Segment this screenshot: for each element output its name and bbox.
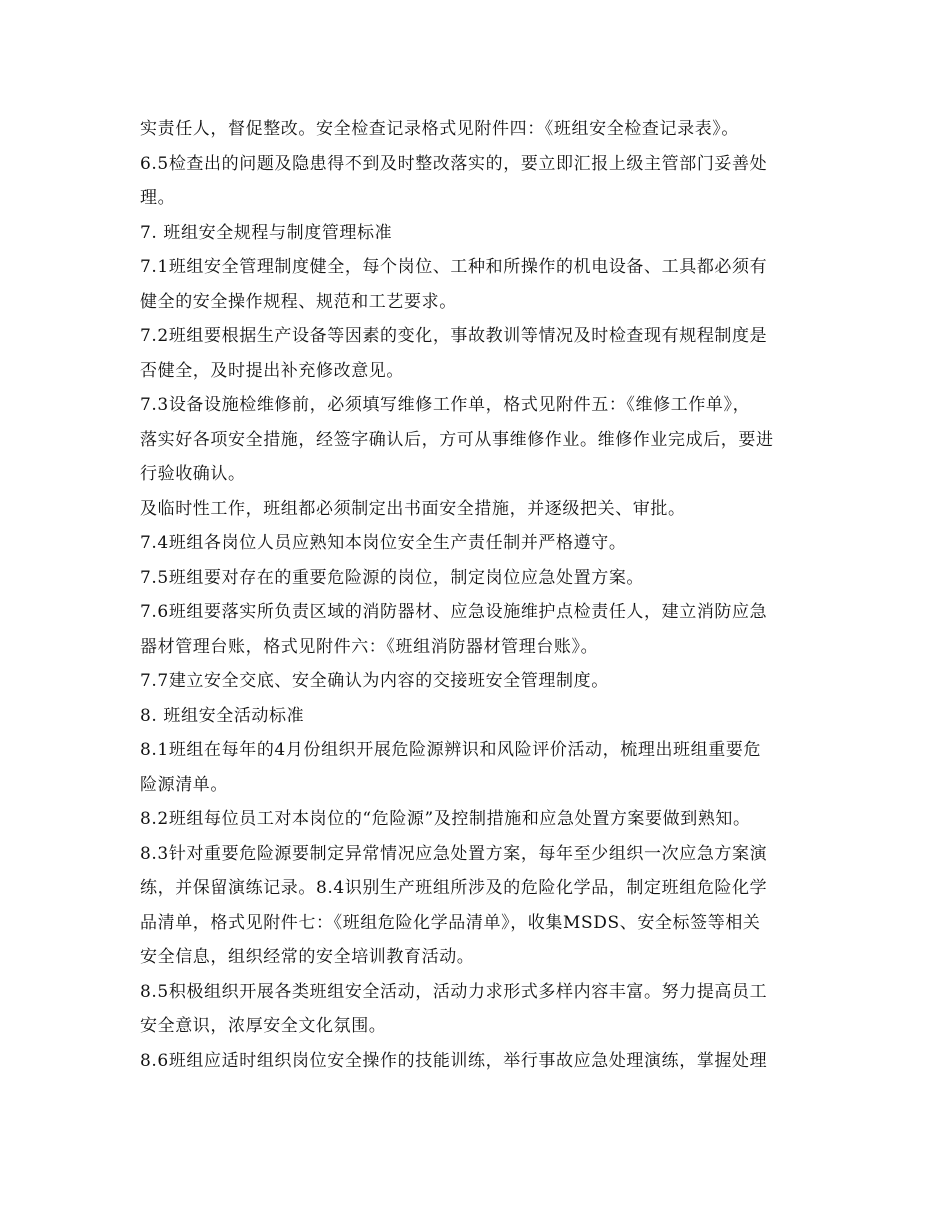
section-heading: 8. 班组安全活动标准 bbox=[140, 705, 305, 726]
text-line: 8.3针对重要危险源要制定异常情况应急处置方案，每年至少组织一次应急方案演 bbox=[140, 843, 768, 864]
text-line: 品清单，格式见附件七：《班组危险化学品清单》，收集MSDS、安全标签等相关 bbox=[140, 912, 761, 933]
text-line: 理。 bbox=[140, 188, 176, 208]
text-line: 8.6班组应适时组织岗位安全操作的技能训练，举行事故应急处理演练，掌握处理 bbox=[140, 1050, 768, 1071]
text-line: 实责任人，督促整改。安全检查记录格式见附件四：《班组安全检查记录表》。 bbox=[140, 119, 739, 139]
text-line: 7.1班组安全管理制度健全，每个岗位、工种和所操作的机电设备、工具都必须有 bbox=[140, 257, 768, 277]
text-line: 7.6班组要落实所负责区域的消防器材、应急设施维护点检责任人，建立消防应急 bbox=[140, 602, 768, 622]
text-line: 6.5检查出的问题及隐患得不到及时整改落实的，要立即汇报上级主管部门妥善处 bbox=[140, 153, 768, 174]
text-line: 8.2班组每位员工对本岗位的“危险源”及控制措施和应急处置方案要做到熟知。 bbox=[140, 809, 751, 829]
text-line: 安全信息，组织经常的安全培训教育活动。 bbox=[140, 947, 475, 967]
text-line: 7.7建立安全交底、安全确认为内容的交接班安全管理制度。 bbox=[140, 671, 609, 691]
text-line: 行验收确认。 bbox=[140, 464, 246, 484]
text-line: 7.5班组要对存在的重要危险源的岗位，制定岗位应急处置方案。 bbox=[140, 567, 645, 588]
text-line: 7.2班组要根据生产设备等因素的变化，事故教训等情况及时检查现有规程制度是 bbox=[140, 326, 768, 346]
text-line: 练，并保留演练记录。8.4识别生产班组所涉及的危险化学品，制定班组危险化学 bbox=[140, 878, 768, 898]
text-line: 器材管理台账，格式见附件六：《班组消防器材管理台账》。 bbox=[140, 636, 599, 657]
text-line: 安全意识，浓厚安全文化氛围。 bbox=[140, 1016, 387, 1036]
text-line: 及临时性工作，班组都必须制定出书面安全措施，并逐级把关、审批。 bbox=[140, 498, 686, 519]
text-line: 7.4班组各岗位人员应熟知本岗位安全生产责任制并严格遵守。 bbox=[140, 533, 627, 553]
text-line: 8.5积极组织开展各类班组安全活动，活动力求形式多样内容丰富。努力提高员工 bbox=[140, 981, 768, 1002]
document-body bbox=[140, 112, 820, 1078]
text-line: 否健全，及时提出补充修改意见。 bbox=[140, 360, 404, 381]
text-line: 7.3设备设施检维修前，必须填写维修工作单，格式见附件五：《维修工作单》， bbox=[140, 395, 751, 415]
section-heading: 7. 班组安全规程与制度管理标准 bbox=[140, 222, 393, 243]
text-line: 落实好各项安全措施，经签字确认后，方可从事维修作业。维修作业完成后，要进 bbox=[140, 429, 774, 450]
text-line: 险源清单。 bbox=[140, 774, 228, 795]
text-line: 健全的安全操作规程、规范和工艺要求。 bbox=[140, 291, 457, 312]
text-line: 8.1班组在每年的4月份组织开展危险源辨识和风险评价活动，梳理出班组重要危 bbox=[140, 740, 762, 760]
